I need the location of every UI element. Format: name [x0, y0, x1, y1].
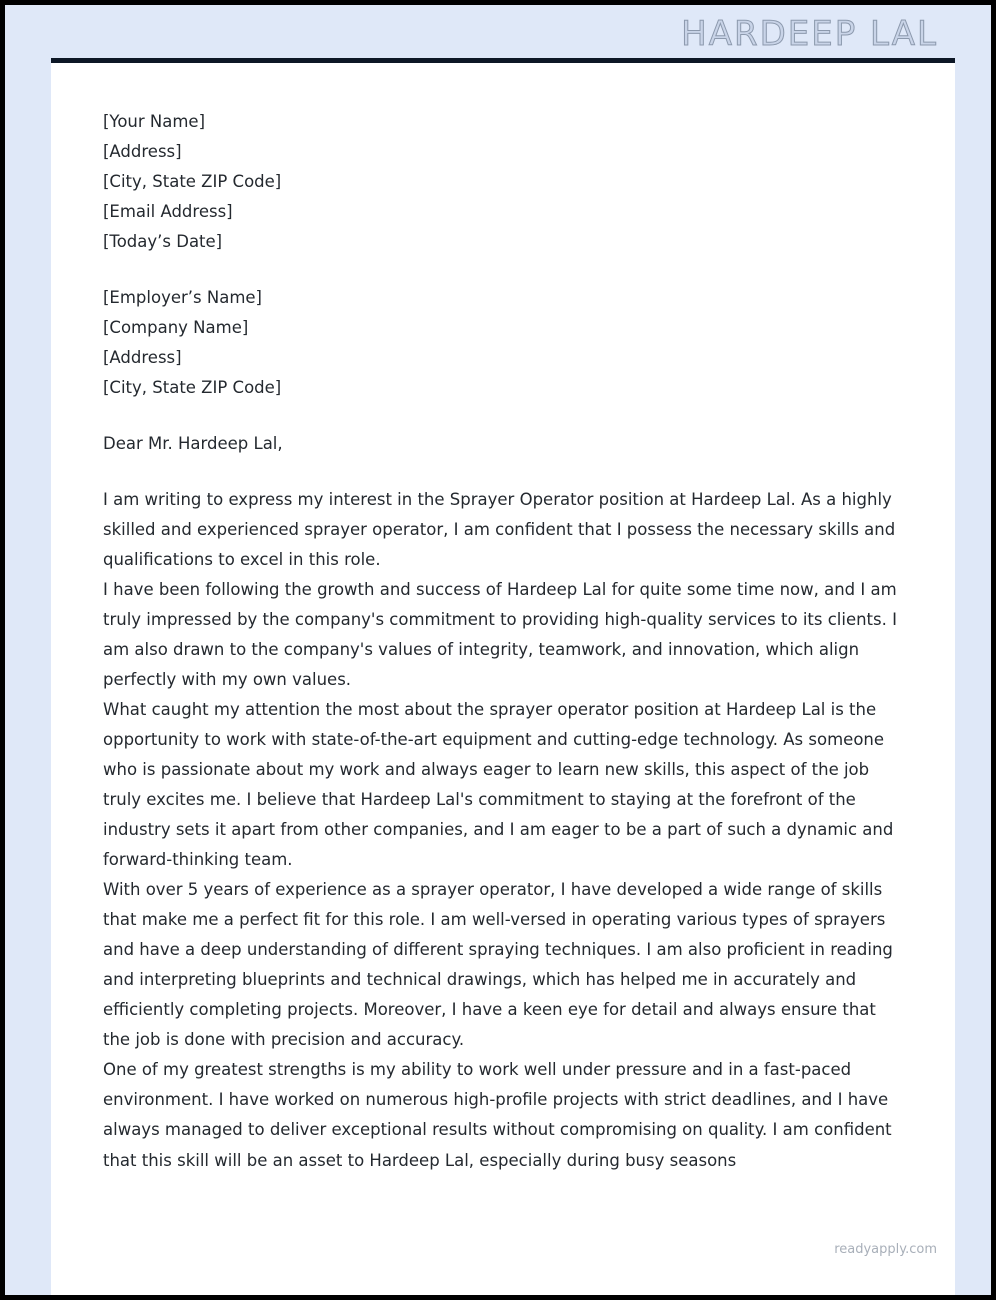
- sender-line: [Today’s Date]: [103, 232, 223, 252]
- cover-letter-body: [51, 58, 955, 1295]
- recipient-line: [Employer’s Name]: [103, 288, 262, 308]
- letter-paragraph: One of my greatest strengths is my ability to work well under pressure and in a fast-paced environment. I have worked on numerous high-profile projects with strict deadlines, and I have always managed to deliver exceptional results without compromising on quality. I am confident that this skill will be an asset to Hardeep Lal, especially during busy seasons: [103, 1060, 892, 1170]
- recipient-line: [City, State ZIP Code]: [103, 378, 282, 398]
- letter-paragraph: What caught my attention the most about the sprayer operator position at Hardeep Lal is the opportunity to work with state-of-the-art equipment and cutting-edge technology. As someone who is passionate about my work and always eager to learn new skills, this aspect of the job truly excites me. I believe that Hardeep Lal's commitment to staying at the forefront of the industry sets it apart from other companies, and I am eager to be a part of such a dynamic and forward-thinking team.: [103, 700, 894, 870]
- letter-paragraph: I am writing to express my interest in the Sprayer Operator position at Hardeep Lal. As a highly skilled and experienced sprayer operator, I am confident that I possess the necessary skills and qualifications to excel in this role.: [103, 490, 896, 570]
- document-header: [10, 10, 986, 58]
- recipient-line: [Company Name]: [103, 318, 249, 338]
- sender-line: [Email Address]: [103, 202, 233, 222]
- recipient-line: [Address]: [103, 348, 182, 368]
- salutation: Dear Mr. Hardeep Lal,: [103, 434, 283, 454]
- sender-line: [Your Name]: [103, 112, 206, 131]
- letter-paragraph: I have been following the growth and success of Hardeep Lal for quite some time now, and I am truly impressed by the company's commitment to providing high-quality services to its clients. I am also drawn to the company's values of integrity, teamwork, and innovation, which align perfectly with my own values.: [103, 580, 897, 690]
- letter-content: [51, 63, 955, 1176]
- sender-line: [Address]: [103, 142, 182, 162]
- recipient-address-block: [103, 283, 903, 403]
- sender-line: [City, State ZIP Code]: [103, 172, 282, 192]
- site-watermark: readyapply.com: [834, 1242, 937, 1257]
- sender-address-block: [103, 107, 903, 257]
- letter-paragraph: With over 5 years of experience as a sprayer operator, I have developed a wide range of skills that make me a perfect fit for this role. I am well-versed in operating various types of sprayers and have a deep understanding of different spraying techniques. I am also proficient in reading and interpreting blueprints and technical drawings, which has helped me in accurately and efficiently completing projects. Moreover, I have a keen eye for detail and always ensure that the job is done with precision and accuracy.: [103, 880, 893, 1050]
- brand-title: HARDEEP LAL: [681, 14, 938, 54]
